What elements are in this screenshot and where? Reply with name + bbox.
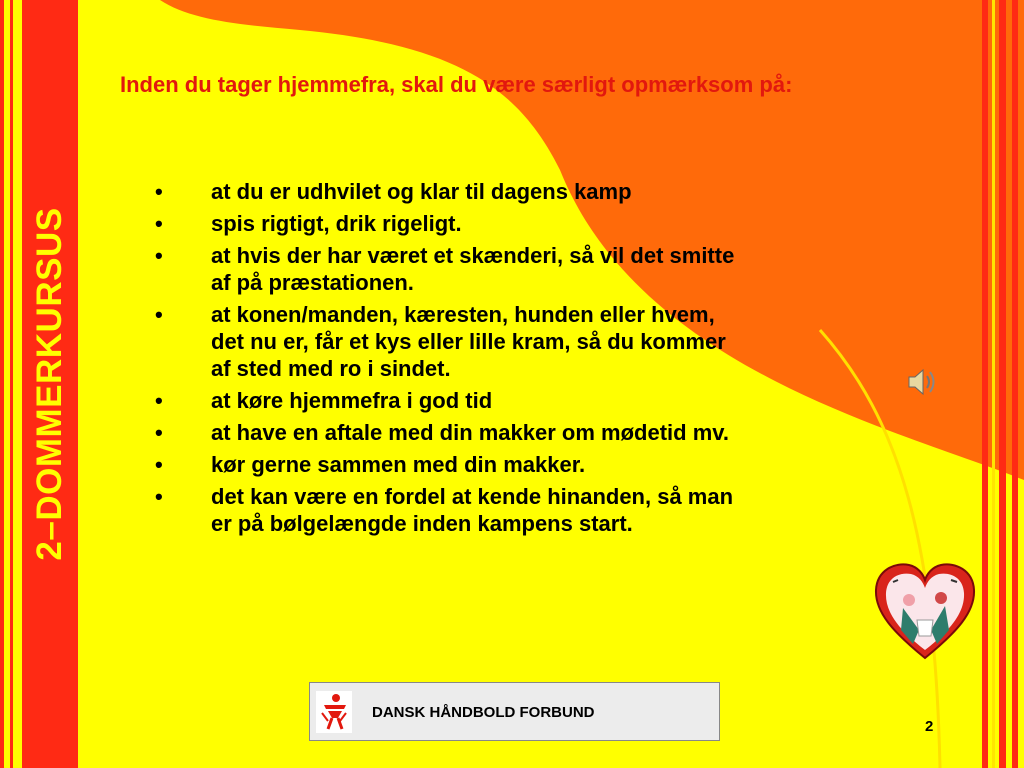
bullet-item <box>150 242 890 296</box>
bullet-dot: • <box>155 211 163 236</box>
bullet-item <box>150 178 890 205</box>
bullet-dot: • <box>155 179 163 204</box>
bullet-dot: • <box>155 243 163 268</box>
bullet-text-line: af sted med ro i sindet. <box>211 356 451 381</box>
bullet-text-line: at have en aftale med din makker om mødetid mv. <box>211 420 729 445</box>
heart-clipart <box>873 560 977 662</box>
bullet-list <box>150 178 890 542</box>
bullet-dot: • <box>155 420 163 445</box>
bullet-item <box>150 387 890 414</box>
bullet-text-line: af på præstationen. <box>211 270 414 295</box>
bullet-text-line: det nu er, får et kys eller lille kram, så du kommer <box>211 329 726 354</box>
bullet-dot: • <box>155 484 163 509</box>
bullet-item <box>150 419 890 446</box>
bullet-text-line: at hvis der har været et skænderi, så vil det smitte <box>211 243 735 268</box>
bullet-item <box>150 301 890 382</box>
bullet-text-line: er på bølgelængde inden kampens start. <box>211 511 633 536</box>
bullet-item <box>150 451 890 478</box>
dhf-logo <box>316 691 352 733</box>
footer-logo-box <box>309 682 720 741</box>
organization-name: DANSK HÅNDBOLD FORBUND <box>372 704 595 721</box>
speaker-icon[interactable] <box>906 366 940 398</box>
bullet-text-line: at konen/manden, kæresten, hunden eller hvem, <box>211 302 715 327</box>
page-number: 2 <box>925 718 934 735</box>
bullet-text-line: at du er udhvilet og klar til dagens kamp <box>211 179 632 204</box>
course-title-vertical: 2–DOMMERKURSUS <box>30 207 69 561</box>
bullet-text-line: spis rigtigt, drik rigeligt. <box>211 211 462 236</box>
bullet-dot: • <box>155 452 163 477</box>
bullet-dot: • <box>155 388 163 413</box>
bullet-item <box>150 210 890 237</box>
bullet-text-line: det kan være en fordel at kende hinanden, så man <box>211 484 734 509</box>
bullet-item <box>150 483 890 537</box>
bullet-text-line: kør gerne sammen med din makker. <box>211 452 586 477</box>
bullet-dot: • <box>155 302 163 327</box>
slide-title: Inden du tager hjemmefra, skal du være særligt opmærksom på: <box>120 72 793 97</box>
bullet-text-line: at køre hjemmefra i god tid <box>211 388 493 413</box>
